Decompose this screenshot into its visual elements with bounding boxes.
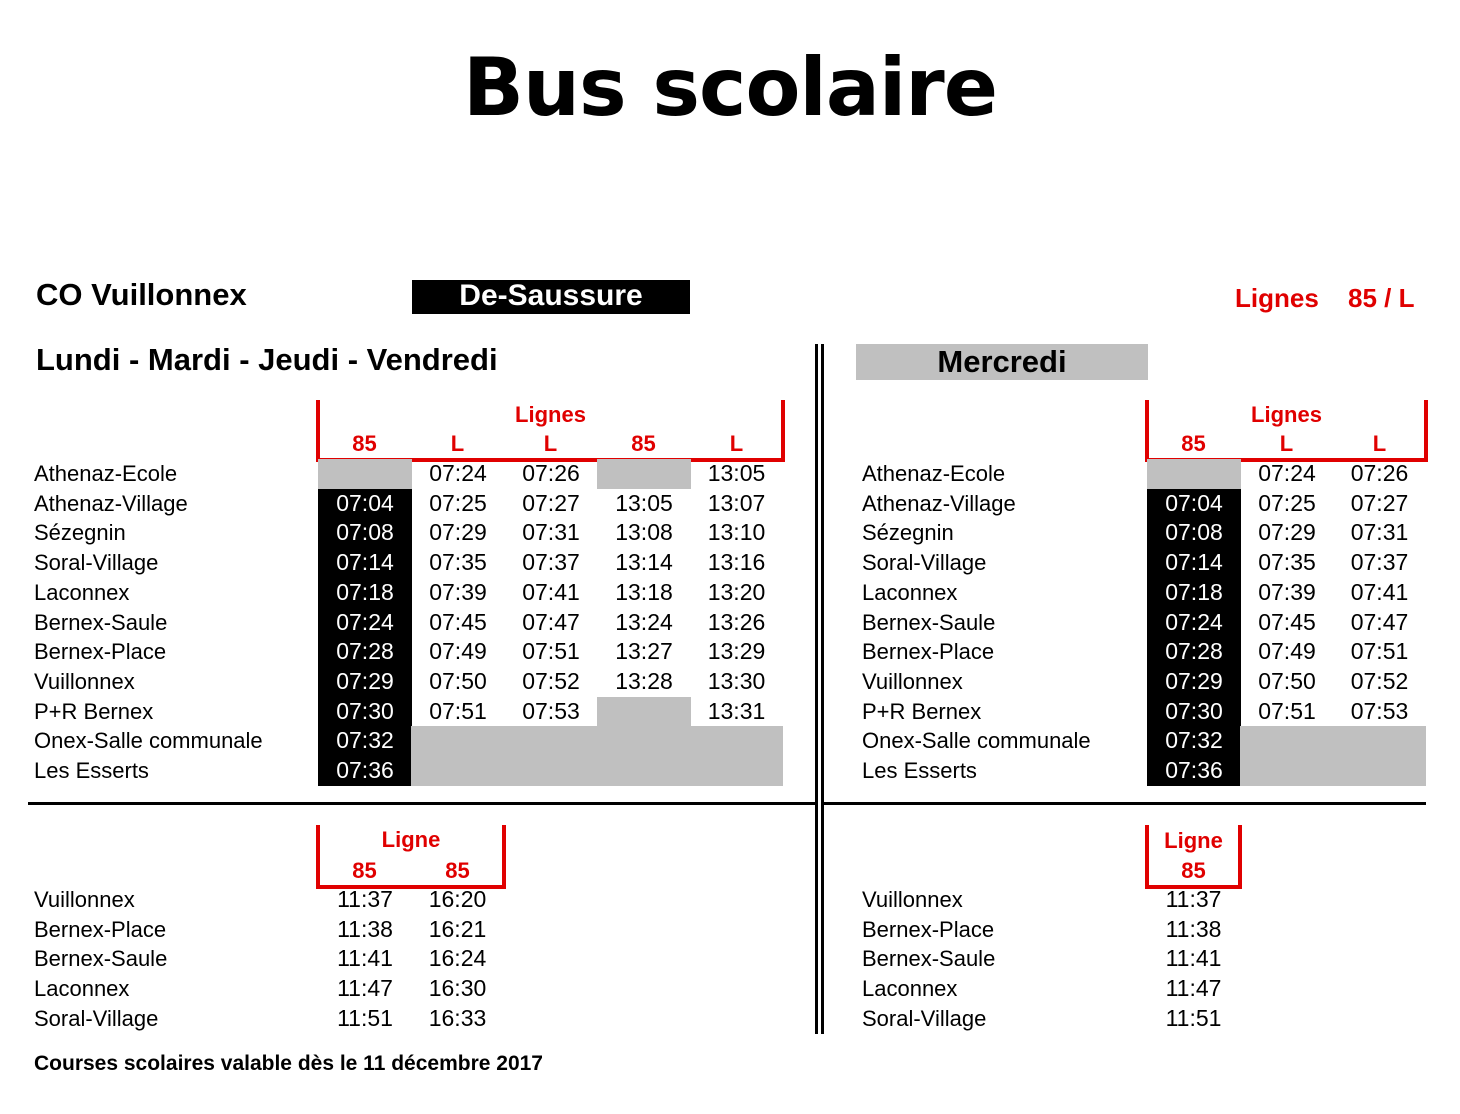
empty-cell xyxy=(411,726,505,756)
departure-time: 07:28 xyxy=(318,637,412,667)
departure-time: 07:39 xyxy=(1258,578,1316,605)
departure-time: 07:41 xyxy=(522,578,580,605)
departure-time: 13:16 xyxy=(707,549,766,576)
departure-time: 07:24 xyxy=(1258,460,1316,486)
departure-time: 13:29 xyxy=(707,638,766,665)
lines-header-value: 85 / L xyxy=(1348,283,1415,313)
departure-time: 11:51 xyxy=(1165,1004,1222,1031)
departure-time: 11:41 xyxy=(1165,945,1222,972)
departure-time: 07:04 xyxy=(1147,489,1241,519)
stop-name: P+R Bernex xyxy=(862,698,982,724)
departure-time: 13:31 xyxy=(707,697,766,724)
stop-name: Vuillonnex xyxy=(34,668,135,694)
empty-cell xyxy=(597,756,691,786)
stop-name: Vuillonnex xyxy=(862,668,963,694)
right-days-heading: Mercredi xyxy=(937,344,1067,379)
center-divider-right xyxy=(821,344,824,1034)
departure-time: 13:26 xyxy=(707,608,766,635)
empty-cell xyxy=(504,756,598,786)
stop-name: Onex-Salle communale xyxy=(862,728,1091,754)
empty-cell xyxy=(690,756,783,786)
stop-name: Bernex-Place xyxy=(862,639,995,665)
left-section-divider xyxy=(28,802,815,805)
departure-time: 07:50 xyxy=(429,667,487,694)
empty-cell xyxy=(1240,756,1334,786)
stop-name: P+R Bernex xyxy=(34,698,154,724)
departure-time: 07:36 xyxy=(318,756,412,786)
departure-time: 07:29 xyxy=(1147,667,1241,697)
departure-time: 11:41 xyxy=(337,945,393,972)
stop-name: Laconnex xyxy=(34,976,130,1002)
departure-time: 07:30 xyxy=(318,697,412,727)
stop-name: Onex-Salle communale xyxy=(34,728,263,754)
departure-time: 07:29 xyxy=(318,667,412,697)
departure-time: 11:38 xyxy=(337,915,393,942)
departure-time: 07:24 xyxy=(1147,608,1241,638)
stop-name: Soral-Village xyxy=(862,1005,987,1031)
stop-name: Bernex-Place xyxy=(34,916,167,942)
departure-time: 07:41 xyxy=(1350,578,1409,605)
empty-cell xyxy=(690,726,783,756)
departure-time: 16:33 xyxy=(428,1004,487,1031)
departure-time: 07:27 xyxy=(1350,489,1409,516)
departure-time: 07:18 xyxy=(1147,578,1241,608)
stop-name: Soral-Village xyxy=(862,550,987,576)
departure-time: 07:32 xyxy=(1147,726,1241,756)
stop-name: Bernex-Saule xyxy=(34,609,168,635)
line-number: 85 xyxy=(352,431,377,456)
empty-cell xyxy=(597,459,691,489)
departure-time: 07:18 xyxy=(318,578,412,608)
departure-time: 07:28 xyxy=(1147,637,1241,667)
departure-time: 07:50 xyxy=(1258,667,1316,694)
departure-time: 07:47 xyxy=(522,608,580,635)
line-number: 85 xyxy=(1181,858,1206,883)
departure-time: 13:27 xyxy=(615,638,673,665)
stop-name: Bernex-Saule xyxy=(862,609,996,635)
departure-time: 07:31 xyxy=(522,519,580,546)
departure-time: 16:21 xyxy=(428,915,487,942)
departure-time: 07:51 xyxy=(1350,638,1409,665)
departure-time: 07:31 xyxy=(1350,519,1409,546)
line-number: L xyxy=(543,431,558,456)
departure-time: 13:05 xyxy=(707,460,766,486)
stop-name: Vuillonnex xyxy=(34,887,135,912)
departure-time: 13:20 xyxy=(707,578,766,605)
departure-time: 07:35 xyxy=(1258,549,1316,576)
stop-name: Athenaz-Village xyxy=(862,490,1016,516)
line-group-label: Ligne xyxy=(1164,828,1223,853)
center-divider-left xyxy=(815,344,818,1034)
stop-name: Vuillonnex xyxy=(862,887,963,912)
departure-time: 16:30 xyxy=(428,975,487,1002)
departure-time: 07:29 xyxy=(429,519,487,546)
stop-name: Soral-Village xyxy=(34,1005,159,1031)
departure-time: 11:37 xyxy=(337,886,393,912)
line-number: L xyxy=(450,431,465,456)
stop-name: Bernex-Saule xyxy=(34,946,168,972)
departure-time: 07:25 xyxy=(1258,489,1316,516)
departure-time: 07:25 xyxy=(429,489,487,516)
stop-name: Les Esserts xyxy=(34,758,149,783)
departure-time: 07:14 xyxy=(1147,548,1241,578)
departure-time: 13:14 xyxy=(615,549,673,576)
departure-time: 07:29 xyxy=(1258,519,1316,546)
departure-time: 07:51 xyxy=(1258,697,1316,724)
departure-time: 07:32 xyxy=(318,726,412,756)
departure-time: 13:10 xyxy=(707,519,766,546)
empty-cell xyxy=(1240,726,1334,756)
departure-time: 07:27 xyxy=(522,489,580,516)
line-number: L xyxy=(729,431,744,456)
departure-time: 11:51 xyxy=(337,1004,393,1031)
departure-time: 07:53 xyxy=(522,697,580,724)
empty-cell xyxy=(318,459,412,489)
line-group-label: Lignes xyxy=(515,402,586,427)
departure-time: 07:49 xyxy=(429,638,487,665)
departure-time: 07:52 xyxy=(1350,667,1409,694)
line-number: 85 xyxy=(631,431,656,456)
departure-time: 07:26 xyxy=(522,460,580,486)
school-name: CO Vuillonnex xyxy=(36,277,247,312)
stop-name: Bernex-Place xyxy=(34,639,167,665)
departure-time: 07:52 xyxy=(522,667,580,694)
stop-name: Laconnex xyxy=(862,976,958,1002)
stop-name: Laconnex xyxy=(34,579,130,605)
right-section-divider xyxy=(824,802,1426,805)
departure-time: 13:05 xyxy=(615,489,673,516)
departure-time: 11:47 xyxy=(337,975,393,1002)
line-number: 85 xyxy=(445,858,470,883)
stop-name: Les Esserts xyxy=(862,758,977,783)
departure-time: 07:24 xyxy=(318,608,412,638)
stop-name: Athenaz-Village xyxy=(34,490,188,516)
empty-cell xyxy=(1333,726,1426,756)
departure-time: 07:53 xyxy=(1350,697,1409,724)
departure-time: 11:38 xyxy=(1165,915,1222,942)
departure-time: 16:24 xyxy=(428,945,487,972)
departure-time: 07:51 xyxy=(429,697,487,724)
stop-name: Bernex-Place xyxy=(862,916,995,942)
line-number: L xyxy=(1372,431,1387,456)
departure-time: 16:20 xyxy=(428,886,487,912)
departure-time: 13:08 xyxy=(615,519,673,546)
stop-name: Bernex-Saule xyxy=(862,946,996,972)
page-title: Bus scolaire xyxy=(463,41,997,134)
departure-time: 07:39 xyxy=(429,578,487,605)
departure-time: 13:30 xyxy=(707,667,766,694)
departure-time: 11:37 xyxy=(1165,886,1222,912)
empty-cell xyxy=(411,756,505,786)
empty-cell xyxy=(597,726,691,756)
empty-cell xyxy=(1333,756,1426,786)
line-group-label: Ligne xyxy=(381,827,441,852)
departure-time: 07:51 xyxy=(522,638,580,665)
departure-time: 13:07 xyxy=(707,489,766,516)
stop-name: Athenaz-Ecole xyxy=(862,461,1006,486)
empty-cell xyxy=(597,697,691,727)
departure-time: 07:37 xyxy=(1350,549,1409,576)
departure-time: 07:49 xyxy=(1258,638,1316,665)
departure-time: 07:26 xyxy=(1350,460,1409,486)
departure-time: 07:14 xyxy=(318,548,412,578)
left-days-heading: Lundi - Mardi - Jeudi - Vendredi xyxy=(36,342,498,377)
departure-time: 07:45 xyxy=(1258,608,1316,635)
departure-time: 07:08 xyxy=(318,518,412,548)
departure-time: 13:18 xyxy=(615,578,673,605)
stop-name: Laconnex xyxy=(862,579,958,605)
departure-time: 13:24 xyxy=(615,608,673,635)
departure-time: 07:36 xyxy=(1147,756,1241,786)
departure-time: 07:08 xyxy=(1147,518,1241,548)
line-group-label: Lignes xyxy=(1251,402,1322,427)
stop-name: Soral-Village xyxy=(34,550,159,576)
empty-cell xyxy=(1147,459,1241,489)
stop-name: Sézegnin xyxy=(862,520,954,546)
departure-time: 11:47 xyxy=(1165,975,1222,1002)
line-number: 85 xyxy=(352,858,377,883)
line-number: L xyxy=(1279,431,1294,456)
departure-time: 13:28 xyxy=(615,667,673,694)
empty-cell xyxy=(504,726,598,756)
departure-time: 07:35 xyxy=(429,549,487,576)
departure-time: 07:24 xyxy=(429,460,487,486)
departure-time: 07:04 xyxy=(318,489,412,519)
destination-badge: De-Saussure xyxy=(412,280,690,314)
validity-note: Courses scolaires valable dès le 11 décembre 2017 xyxy=(34,1052,543,1075)
lines-header-label: Lignes xyxy=(1235,283,1319,313)
departure-time: 07:30 xyxy=(1147,697,1241,727)
departure-time: 07:37 xyxy=(522,549,580,576)
line-number: 85 xyxy=(1181,431,1206,456)
departure-time: 07:47 xyxy=(1350,608,1409,635)
stop-name: Sézegnin xyxy=(34,520,126,546)
stop-name: Athenaz-Ecole xyxy=(34,461,178,486)
departure-time: 07:45 xyxy=(429,608,487,635)
